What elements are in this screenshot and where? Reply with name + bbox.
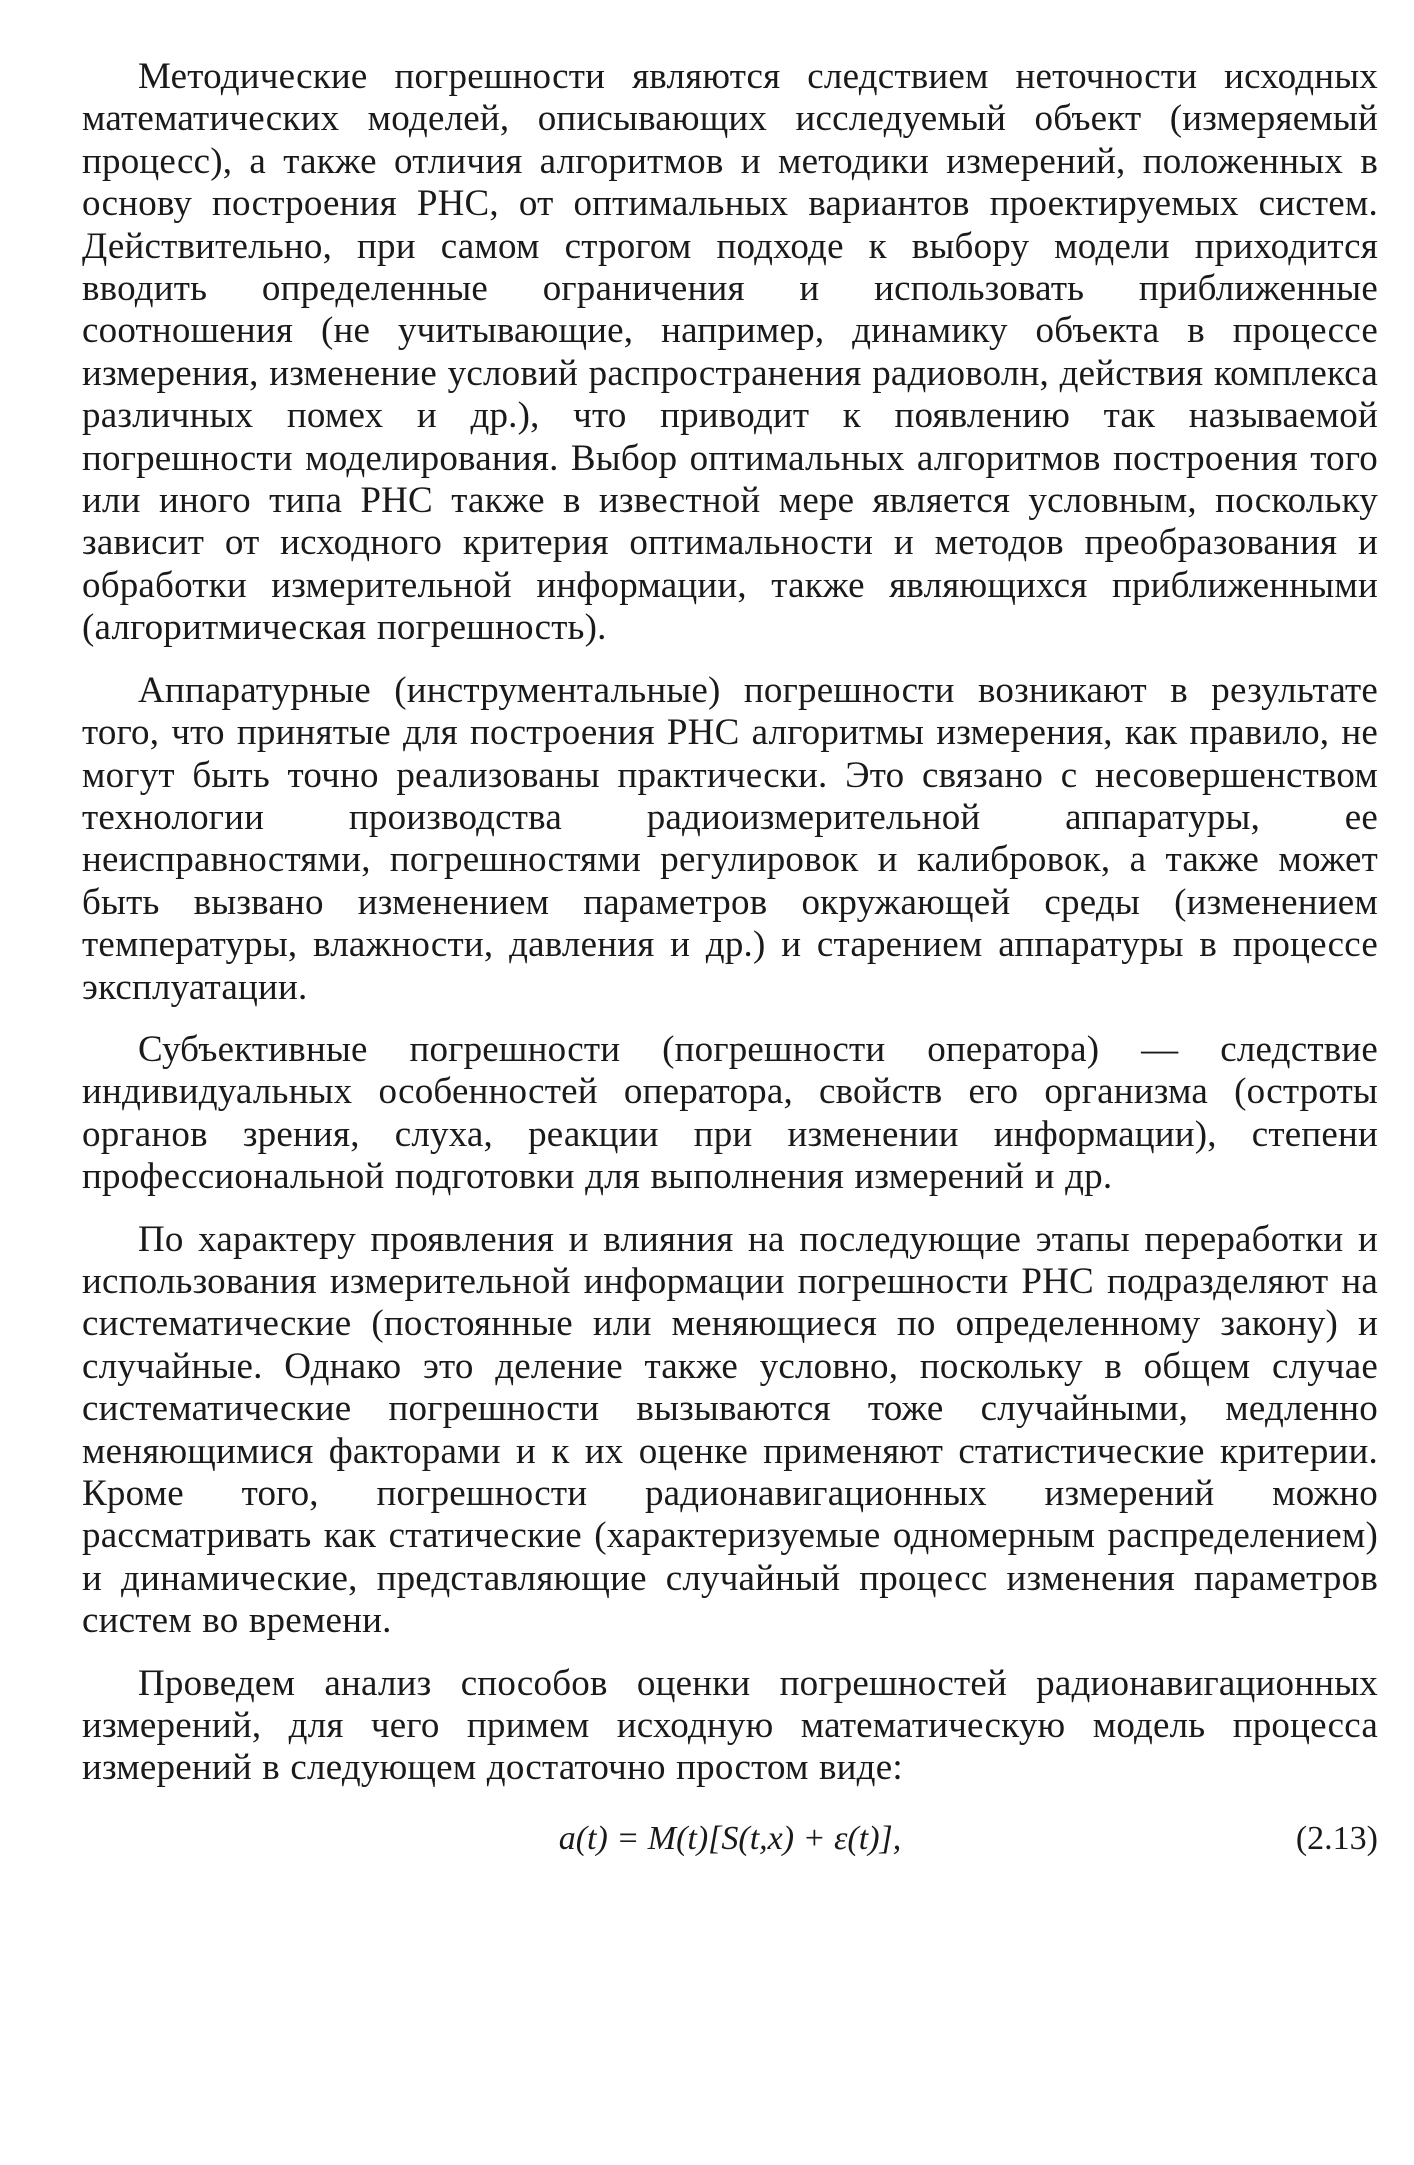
paragraph-subjective-errors: Субъективные погрешности (погрешности оператора) — следствие индивидуальных особенностей оператора, свойств его организма (остроты органов зрения, слуха, реакции при изменении информации), степени профессиональной подготовки для выполнения измерений и др. xyxy=(82,1028,1378,1198)
paragraph-error-classification: По характеру проявления и влияния на последующие этапы переработки и использования измерительной информации погрешности РНС подразделяют на систематические (постоянные или меняющиеся по определенному закону) и случайные. Однако это деление также условно, поскольку в общем случае систематические погрешности вызываются тоже случайными, медленно меняющимися факторами и к их оценке применяют статистические критерии. Кроме того, погрешности радионавигационных измерений можно рассматривать как статические (характеризуемые одномерным распределением) и динамические, представляющие случайный процесс изменения параметров систем во времени. xyxy=(82,1218,1378,1642)
formula-expression: a(t) = M(t)[S(t,x) + ε(t)], xyxy=(558,1819,902,1857)
formula-row xyxy=(82,1814,1378,1874)
paragraph-instrumental-errors: Аппаратурные (инструментальные) погрешности возникают в результате того, что принятые для построения РНС алгоритмы измерения, как правило, не могут быть точно реализованы практически. Это связано с несовершенством технологии производства радиоизмерительной аппаратуры, ее неисправностями, погрешностями регулировок и калибровок, а также может быть вызвано изменением параметров окружающей среды (изменением температуры, влажности, давления и др.) и старением аппаратуры в процессе эксплуатации. xyxy=(82,669,1378,1008)
document-page xyxy=(82,56,1378,1874)
paragraph-analysis-intro: Проведем анализ способов оценки погрешностей радионавигационных измерений, для чего примем исходную математическую модель процесса измерений в следующем достаточно простом виде: xyxy=(82,1662,1378,1789)
paragraph-methodical-errors: Методические погрешности являются следствием неточности исходных математических моделей, описывающих исследуемый объект (измеряемый процесс), а также отличия алгоритмов и методики измерений, положенных в основу построения РНС, от оптимальных вариантов проектируемых систем. Действительно, при самом строгом подходе к выбору модели приходится вводить определенные ограничения и использовать приближенные соотношения (не учитывающие, например, динамику объекта в процессе измерения, изменение условий распространения радиоволн, действия комплекса различных помех и др.), что приводит к появлению так называемой погрешности моделирования. Выбор оптимальных алгоритмов построения того или иного типа РНС также в известной мере является условным, поскольку зависит от исходного критерия оптимальности и методов преобразования и обработки измерительной информации, также являющихся приближенными (алгоритмическая погрешность). xyxy=(82,56,1378,649)
equation-number: (2.13) xyxy=(1295,1819,1378,1857)
